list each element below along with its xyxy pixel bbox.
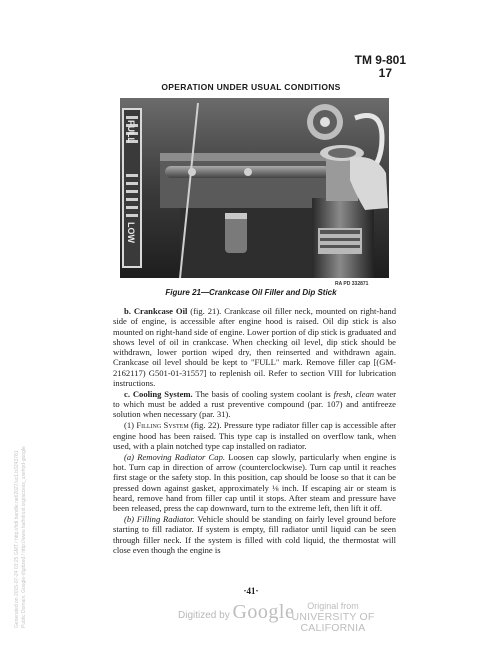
paragraph-text: (fig. 21). Crankcase oil filler neck, mounted on right-hand side of engine, is accessible after engine hood is raised. Oil dip stick is also mounted on right-hand side of engine. Lower portion of dip stick is graduated and shows level of oil in crankcase. When checking oil level, dip stick should be withdrawn, lower portion wiped dry, then reinserted and withdrawn again. Crankcase oil level should be kept to "FULL" mark. Remove filler cap [(GM-2162117) G501-01-31557] to replenish oil. Refer to section VIII for lubrication instructions. — [113, 306, 397, 389]
institution-name: UNIVERSITY OF CALIFORNIA — [291, 611, 375, 634]
emphasis-text: fresh, clean — [333, 388, 375, 399]
digitized-by-watermark — [178, 601, 294, 624]
paragraph-text: Loosen cap slowly, particularly when engine is hot. Turn cap in direction of arrow (counterclockwise). Turn cap until it reaches first stage or the safety stop. In this position, cap should be loose so that it can be pressed down against gasket, approximately ⅛ inch. If escaping air or steam is heard, remove hand from filler cap until it stops. After steam and pressure have been released, press the cap downward, turn to the extreme left, then lift it off. — [113, 451, 396, 514]
paragraph-text: water to which must be added a rust preventive compound (par. 107) and antifreeze solution when necessary (par. 31). — [113, 388, 397, 420]
paragraph-text: Vehicle should be standing on fairly level ground before starting to fill radiator. If system is empty, fill radiator until liquid can be seen through filler neck. If the system is filled with cold liquid, the thermostat will close even though the engine is — [113, 513, 396, 555]
photo-code: RA PD 332871 — [335, 281, 369, 287]
tm-header — [326, 54, 406, 80]
section-heading: Filling System — [136, 420, 189, 431]
section-label: c. — [124, 388, 130, 399]
section-heading: Removing Radiator Cap. — [137, 451, 226, 462]
dipstick-full-mark: FULL — [126, 120, 136, 143]
digitized-prefix: Digitized by — [178, 610, 230, 621]
paragraph-text: (fig. 22). Pressure type radiator filler cap is accessible after engine hood has been raised. This type cap is installed on overflow tank, when used, with a plain notched type cap installed on radiator. — [113, 420, 397, 451]
page-number: ·41· — [243, 586, 259, 596]
paragraph-filling-radiator — [113, 514, 396, 555]
figure-caption: Figure 21—Crankcase Oil Filler and Dip Stick — [165, 288, 337, 297]
body-text — [113, 306, 396, 555]
tm-number: TM 9-801 — [354, 53, 406, 67]
paragraph-filling-system — [113, 420, 396, 451]
margin-provenance-note — [14, 368, 28, 628]
original-from-watermark — [278, 601, 388, 634]
margin-line: Generated on 2015-07-24 03:25 GMT / http://hdl.handle.net/2027/uc1.b3243781 — [14, 450, 20, 628]
margin-line: Public Domain, Google-digitized / http://www.hathitrust.org/access_use#pd-google — [21, 446, 27, 628]
engine-photo-illustration — [120, 98, 389, 278]
paragraph-text: The basis of cooling system coolant is — [195, 388, 331, 399]
figure-photo — [120, 98, 389, 278]
page-reference: 17 — [378, 66, 392, 80]
section-heading: Filling Radiator. — [136, 513, 195, 524]
original-from-label: Original from — [307, 601, 359, 611]
paragraph-removing-radiator-cap — [113, 452, 396, 514]
dipstick-low-mark: LOW — [126, 222, 136, 243]
paragraph-crankcase-oil — [113, 306, 396, 388]
section-label: b. — [124, 306, 131, 316]
paragraph-cooling-system — [113, 389, 396, 420]
running-head: OPERATION UNDER USUAL CONDITIONS — [161, 82, 341, 92]
section-heading: Crankcase Oil — [133, 306, 188, 316]
section-label: (a) — [124, 451, 135, 462]
section-label: (b) — [124, 513, 135, 524]
section-label: (1) — [124, 420, 135, 431]
google-logo: Google — [232, 601, 295, 623]
section-heading: Cooling System. — [132, 388, 193, 399]
